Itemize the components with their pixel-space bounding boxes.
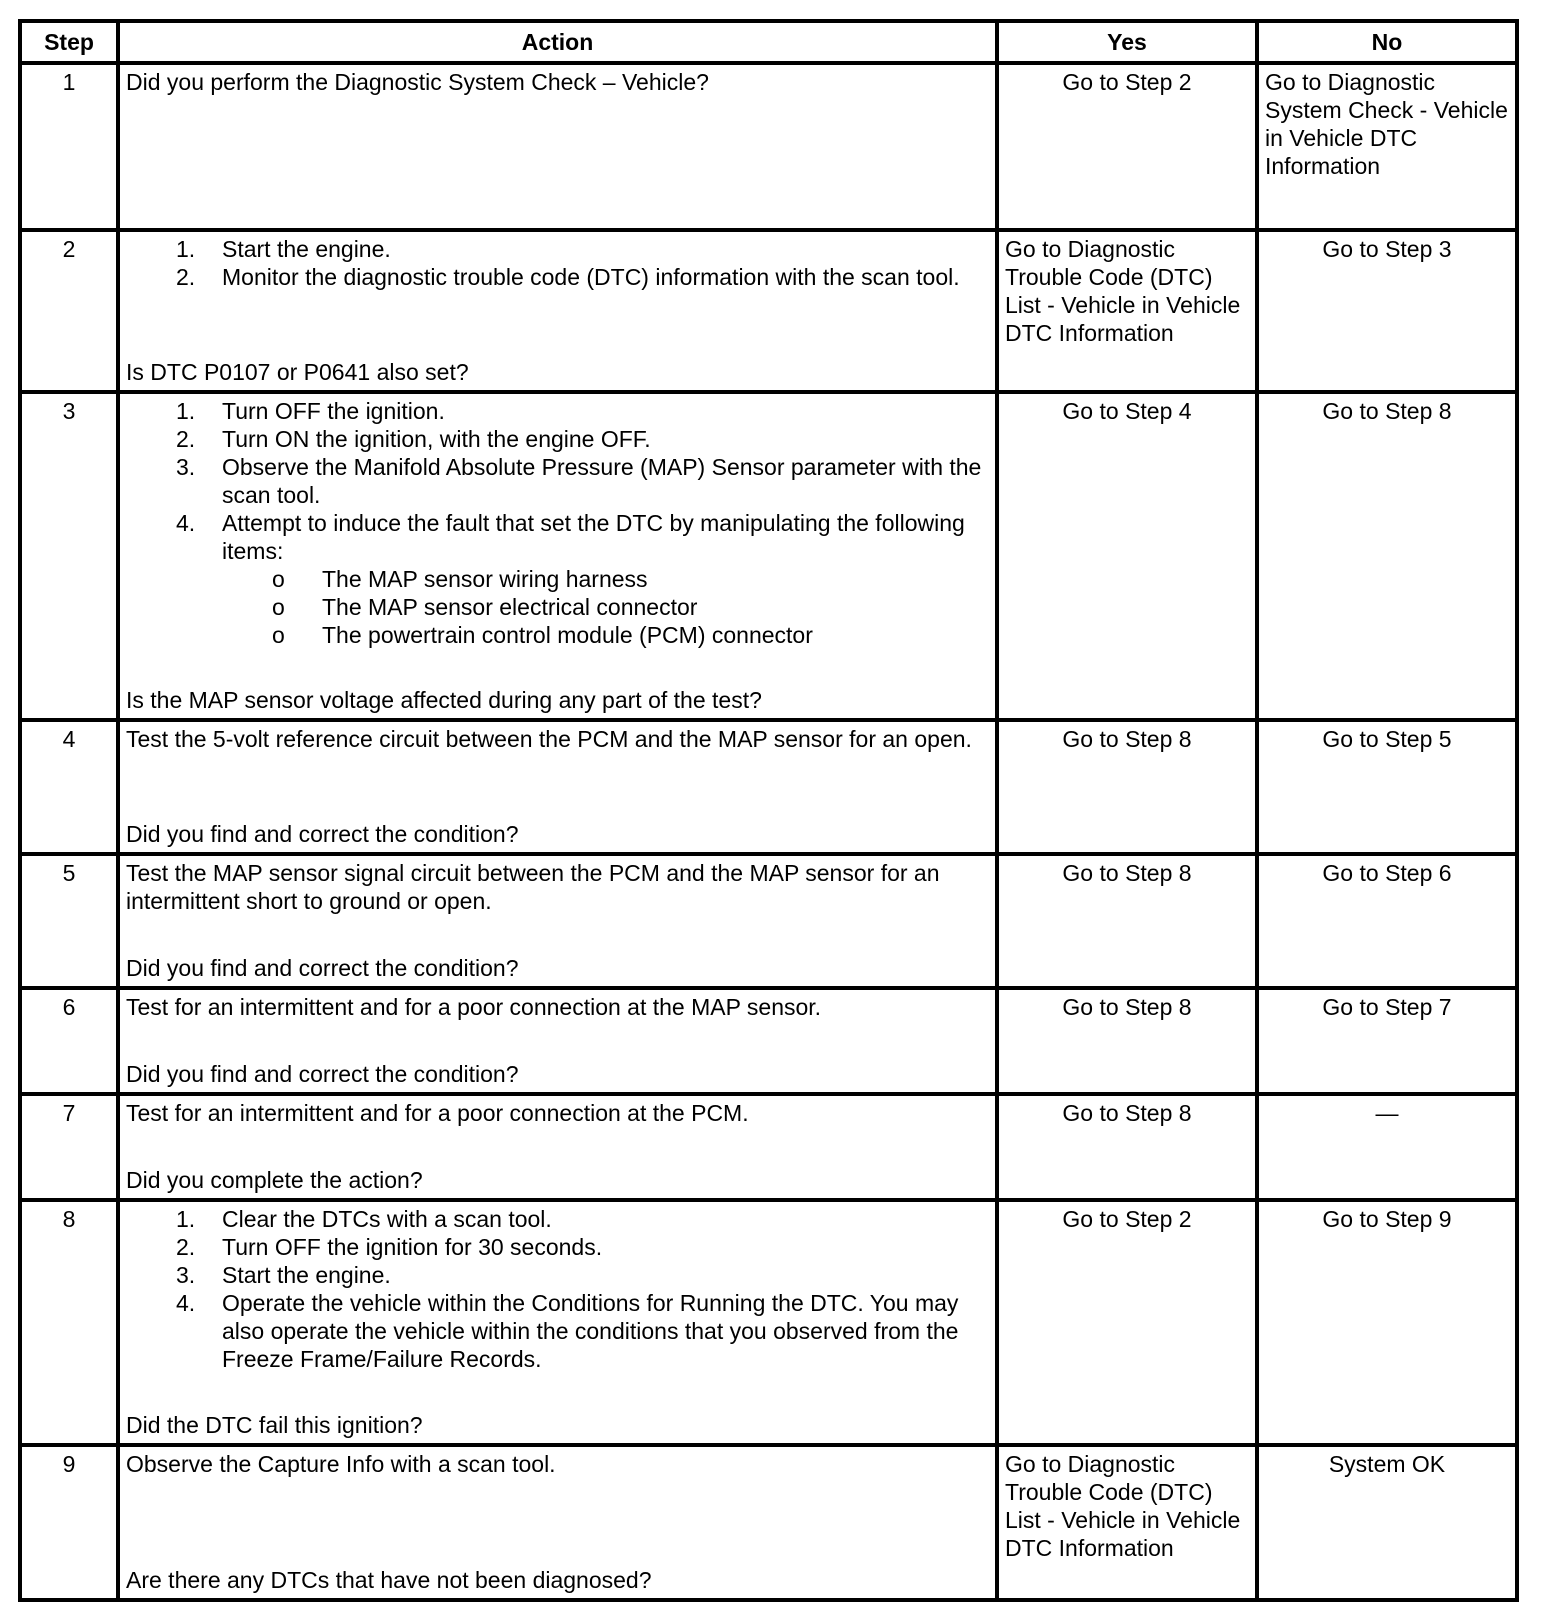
table-row xyxy=(20,1445,1517,1600)
step-number: 5 xyxy=(20,854,118,988)
header-step: Step xyxy=(20,21,118,63)
header-row xyxy=(20,21,1517,63)
list-item xyxy=(126,453,989,509)
list-item-number: 1. xyxy=(176,1206,196,1232)
list-item-text: Clear the DTCs with a scan tool. xyxy=(222,1206,552,1232)
list-item-text: Turn ON the ignition, with the engine OFF. xyxy=(222,426,651,452)
action-cell xyxy=(118,720,997,854)
yes-result: Go to Step 2 xyxy=(997,1200,1257,1445)
action-cell xyxy=(118,1200,997,1445)
step-number: 9 xyxy=(20,1445,118,1600)
bullet-icon: o xyxy=(272,594,285,620)
action-question: Did you find and correct the condition? xyxy=(126,1061,519,1087)
diagnostic-table xyxy=(18,19,1519,1602)
step-number: 3 xyxy=(20,392,118,720)
no-result: Go to Step 7 xyxy=(1257,988,1517,1094)
list-item-number: 3. xyxy=(176,1262,196,1288)
action-intro: Did you perform the Diagnostic System Check – Vehicle? xyxy=(126,69,709,95)
no-result: Go to Step 9 xyxy=(1257,1200,1517,1445)
sub-list-container xyxy=(126,565,989,649)
action-content xyxy=(126,68,989,224)
action-question: Did you find and correct the condition? xyxy=(126,821,519,847)
table-row xyxy=(20,988,1517,1094)
yes-result: Go to Diagnostic Trouble Code (DTC) List - Vehicle in Vehicle DTC Information xyxy=(997,230,1257,392)
table-row xyxy=(20,1200,1517,1445)
list-item-text: Monitor the diagnostic trouble code (DTC) information with the scan tool. xyxy=(222,264,960,290)
list-item-body xyxy=(222,453,989,509)
list-item-body xyxy=(222,397,989,425)
list-item xyxy=(126,1233,989,1261)
header-no: No xyxy=(1257,21,1517,63)
action-cell xyxy=(118,63,997,230)
step-number: 6 xyxy=(20,988,118,1094)
action-intro: Test for an intermittent and for a poor connection at the MAP sensor. xyxy=(126,994,822,1020)
yes-result: Go to Step 2 xyxy=(997,63,1257,230)
action-cell xyxy=(118,988,997,1094)
action-content xyxy=(126,859,989,982)
table-row xyxy=(20,230,1517,392)
sub-list-item xyxy=(222,565,813,593)
sub-list-item-text: The MAP sensor wiring harness xyxy=(322,566,648,592)
spacer xyxy=(126,1021,989,1060)
list-item-body xyxy=(222,1205,989,1233)
sub-list-item-text: The MAP sensor electrical connector xyxy=(322,594,698,620)
spacer xyxy=(126,291,989,358)
action-cell xyxy=(118,1094,997,1200)
table-body xyxy=(20,63,1517,1600)
spacer xyxy=(126,1127,989,1166)
no-result: System OK xyxy=(1257,1445,1517,1600)
step-number: 7 xyxy=(20,1094,118,1200)
spacer xyxy=(126,1478,989,1566)
action-content xyxy=(126,1205,989,1439)
action-intro: Test for an intermittent and for a poor connection at the PCM. xyxy=(126,1100,749,1126)
yes-result: Go to Step 8 xyxy=(997,1094,1257,1200)
no-result: Go to Diagnostic System Check - Vehicle in Vehicle DTC Information xyxy=(1257,63,1517,230)
no-result: — xyxy=(1257,1094,1517,1200)
list-item-text: Observe the Manifold Absolute Pressure (MAP) Sensor parameter with the scan tool. xyxy=(222,454,982,508)
sub-list-item-text: The powertrain control module (PCM) connector xyxy=(322,622,813,648)
action-content xyxy=(126,235,989,386)
yes-result: Go to Step 4 xyxy=(997,392,1257,720)
list-item-text: Start the engine. xyxy=(222,1262,391,1288)
action-question: Are there any DTCs that have not been diagnosed? xyxy=(126,1567,652,1593)
sub-list-item xyxy=(222,621,813,649)
list-item xyxy=(126,397,989,425)
list-item-number: 2. xyxy=(176,264,196,290)
action-intro: Test the 5-volt reference circuit between the PCM and the MAP sensor for an open. xyxy=(126,726,972,752)
step-number: 4 xyxy=(20,720,118,854)
action-content xyxy=(126,1099,989,1194)
list-item xyxy=(126,425,989,453)
action-cell xyxy=(118,1445,997,1600)
no-result: Go to Step 3 xyxy=(1257,230,1517,392)
no-result: Go to Step 8 xyxy=(1257,392,1517,720)
list-item-number: 4. xyxy=(176,510,196,536)
action-cell xyxy=(118,230,997,392)
spacer xyxy=(126,649,989,686)
table-row xyxy=(20,720,1517,854)
list-item-text: Turn OFF the ignition. xyxy=(222,398,445,424)
yes-result: Go to Diagnostic Trouble Code (DTC) List - Vehicle in Vehicle DTC Information xyxy=(997,1445,1257,1600)
list-item xyxy=(126,235,989,263)
list-item-body xyxy=(222,263,989,291)
table-row xyxy=(20,392,1517,720)
yes-result: Go to Step 8 xyxy=(997,988,1257,1094)
no-result: Go to Step 6 xyxy=(1257,854,1517,988)
header-action: Action xyxy=(118,21,997,63)
action-intro: Test the MAP sensor signal circuit between the PCM and the MAP sensor for an intermittent short to ground or open. xyxy=(126,860,940,914)
action-question: Is DTC P0107 or P0641 also set? xyxy=(126,359,469,385)
table-row xyxy=(20,1094,1517,1200)
list-item-text: Operate the vehicle within the Conditions for Running the DTC. You may also operate the vehicle within the conditions that you observed from the Freeze Frame/Failure Records. xyxy=(222,1290,959,1372)
table-row xyxy=(20,63,1517,230)
action-content xyxy=(126,397,989,714)
step-number: 2 xyxy=(20,230,118,392)
step-number: 8 xyxy=(20,1200,118,1445)
yes-result: Go to Step 8 xyxy=(997,720,1257,854)
spacer xyxy=(126,915,989,954)
action-cell xyxy=(118,854,997,988)
sub-list-item xyxy=(222,593,813,621)
list-item xyxy=(126,1289,989,1373)
action-cell xyxy=(118,392,997,720)
list-item-body xyxy=(222,1233,989,1261)
action-list xyxy=(126,397,989,649)
list-item-body xyxy=(222,509,989,565)
list-item xyxy=(126,263,989,291)
action-intro: Observe the Capture Info with a scan tool. xyxy=(126,1451,556,1477)
step-number: 1 xyxy=(20,63,118,230)
spacer xyxy=(126,96,989,224)
action-content xyxy=(126,725,989,848)
action-list xyxy=(126,1205,989,1373)
list-item-body xyxy=(222,235,989,263)
action-list xyxy=(126,235,989,291)
list-item-text: Turn OFF the ignition for 30 seconds. xyxy=(222,1234,603,1260)
list-item-body xyxy=(222,425,989,453)
list-item-number: 4. xyxy=(176,1290,196,1316)
action-question: Did you complete the action? xyxy=(126,1167,423,1193)
list-item-number: 3. xyxy=(176,454,196,480)
action-content xyxy=(126,1450,989,1594)
action-content xyxy=(126,993,989,1088)
spacer xyxy=(126,1373,989,1411)
spacer xyxy=(126,753,989,820)
list-item xyxy=(126,509,989,565)
list-item-number: 1. xyxy=(176,398,196,424)
list-item xyxy=(126,1205,989,1233)
sub-list xyxy=(126,565,813,649)
table-row xyxy=(20,854,1517,988)
action-question: Did the DTC fail this ignition? xyxy=(126,1412,423,1438)
action-question: Did you find and correct the condition? xyxy=(126,955,519,981)
yes-result: Go to Step 8 xyxy=(997,854,1257,988)
list-item-body xyxy=(222,1261,989,1289)
no-result: Go to Step 5 xyxy=(1257,720,1517,854)
list-item-body xyxy=(222,1289,989,1373)
list-item-number: 2. xyxy=(176,1234,196,1260)
list-item-number: 1. xyxy=(176,236,196,262)
bullet-icon: o xyxy=(272,566,285,592)
list-item-text: Attempt to induce the fault that set the DTC by manipulating the following items: xyxy=(222,510,965,564)
list-item xyxy=(126,1261,989,1289)
bullet-icon: o xyxy=(272,622,285,648)
action-question: Is the MAP sensor voltage affected during any part of the test? xyxy=(126,687,762,713)
header-yes: Yes xyxy=(997,21,1257,63)
list-item-text: Start the engine. xyxy=(222,236,391,262)
list-item-number: 2. xyxy=(176,426,196,452)
